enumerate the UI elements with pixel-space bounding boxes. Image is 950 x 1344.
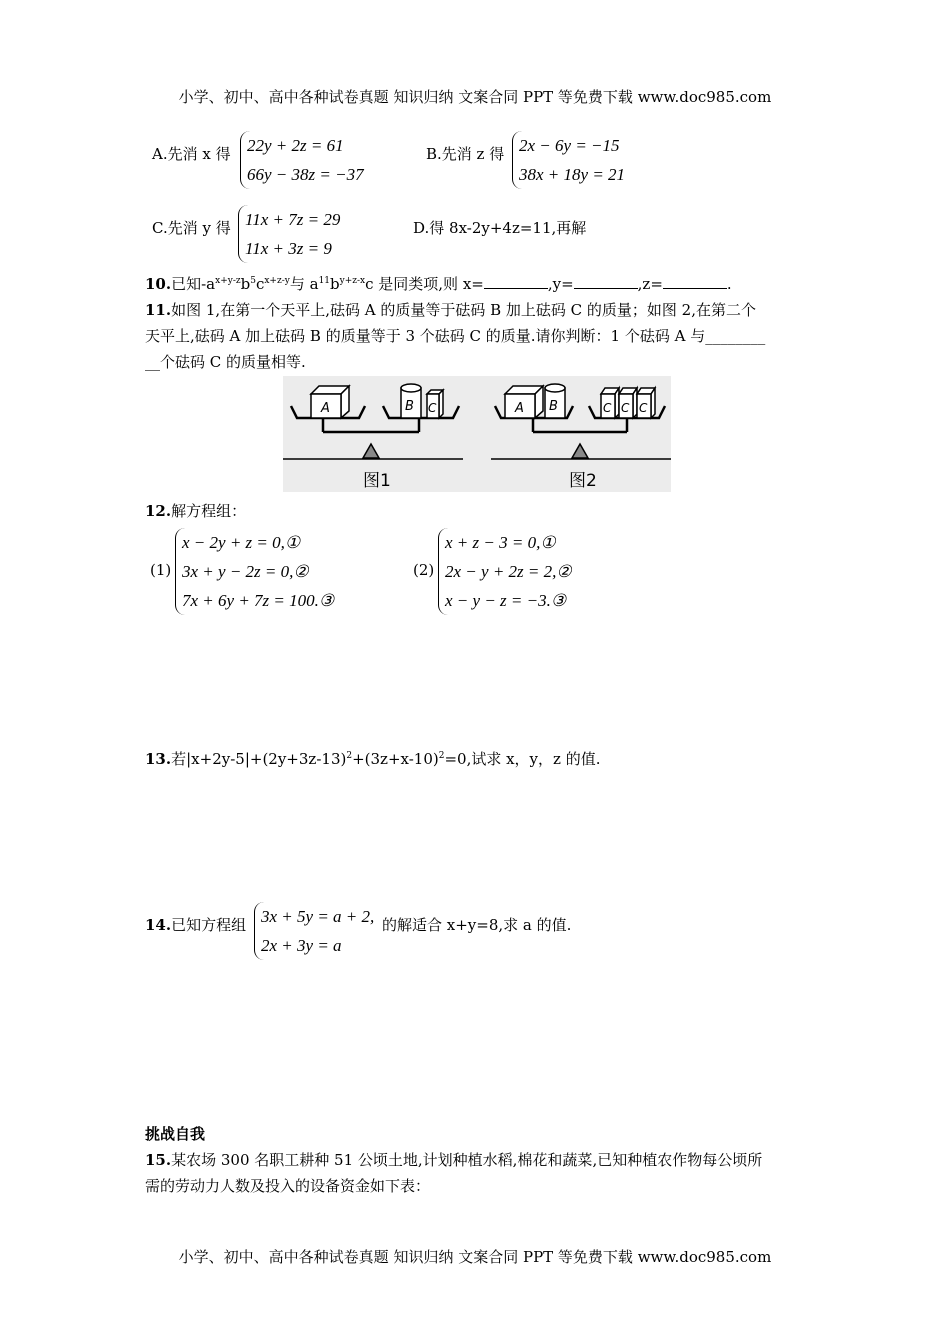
question-12-title [145,500,246,522]
q10-sup-2: 5 [250,276,256,286]
weight-b-cylinder-2 [545,384,565,418]
figure-1-caption: 图1 [363,471,391,491]
q12-p1-eq2: 3x + y − 2z = 0,② [182,562,309,581]
weight-c-prism-2a [601,388,619,418]
q11-line-1: 如图 1,在第一个天平上,砝码 A 的质量等于砝码 B 加上砝码 C 的质量；如图 2,在第二个 [171,301,756,319]
q10-text-4: 与 a [289,275,319,293]
question-15-number: 15. [145,1151,172,1169]
page-header: 小学、初中、高中各种试卷真题 知识归纳 文案合同 PPT 等免费下载 www.doc985.com [178,88,772,106]
answer-blank-z[interactable] [663,273,727,289]
q10-sup-1: x+y-z [215,276,241,286]
q10-text-3: c [255,275,265,293]
q14-pre-text: 已知方程组 [171,916,247,934]
weight-c-label: C [428,401,437,415]
q14-eq2: 2x + 3y = a [261,936,342,955]
q14-post-text: 的解适合 x+y=8,求 a 的值. [382,916,572,934]
weight-b-label-2: B [549,399,558,414]
option-d-text: D.得 8x-2y+4z=11,再解 [413,219,587,237]
challenge-heading: 挑战自我 [145,1125,206,1143]
question-13 [145,748,600,770]
option-a-eq1: 22y + 2z = 61 [247,136,344,155]
weight-b-cylinder [401,384,421,418]
question-10 [145,273,732,295]
weight-c-prism-2b [619,388,637,418]
option-b-system [512,131,625,189]
weight-a-cube-2 [505,386,543,418]
q10-sup-3: x+z-y [264,276,290,286]
balance-figure [283,376,671,492]
q11-line-2: 天平上,砝码 A 加上砝码 B 的质量等于 3 个砝码 C 的质量.请你判断：1 个砝码 A 与________ [145,327,766,345]
figure-2-caption: 图2 [569,471,597,491]
q10-text-5: b [330,275,340,293]
q12-part-1-system [175,528,334,615]
q12-p2-eq2: 2x − y + 2z = 2,② [445,562,572,581]
page-footer: 小学、初中、高中各种试卷真题 知识归纳 文案合同 PPT 等免费下载 www.doc985.com [178,1248,772,1266]
weight-c-label-2b: C [621,401,630,415]
q12-p1-eq3: 7x + 6y + 7z = 100.③ [182,591,335,610]
q11-line-3: __个砝码 C 的质量相等. [145,353,306,371]
question-14-number: 14. [145,916,172,934]
question-11-number: 11. [145,301,172,319]
q12-part-2-system [438,528,572,615]
answer-blank-x[interactable] [484,273,548,289]
question-11 [145,297,815,375]
q10-text-9: . [726,275,732,293]
option-a-system [240,131,364,189]
q12-p2-eq3: x − y − z = −3.③ [445,591,567,610]
answer-blank-y[interactable] [574,273,638,289]
weight-c-label-2c: C [639,401,648,415]
weight-c-label-2a: C [603,401,612,415]
q14-eq1: 3x + 5y = a + 2, [261,907,375,926]
question-15 [145,1147,815,1199]
q10-text-8: ,z= [637,275,663,293]
q12-part-1-label: (1) [150,561,172,579]
option-b-eq1: 2x − 6y = −15 [519,136,620,155]
q13-text-1: 若|x+2y-5|+(2y+3z-13) [171,750,347,768]
q10-text-1: 已知-a [171,275,216,293]
option-c-eq1: 11x + 7z = 29 [245,210,341,229]
q12-p2-eq1: x + z − 3 = 0,① [445,533,556,552]
q12-p1-eq1: x − 2y + z = 0,① [182,533,301,552]
option-b-eq2: 38x + 18y = 21 [519,165,626,184]
q10-sup-5: y+z-x [339,276,366,286]
weight-a-label: A [321,401,330,416]
option-a-eq2: 66y − 38z = −37 [247,165,364,184]
q13-sup-2: 2 [438,751,445,761]
weight-b-label: B [405,399,414,414]
q10-text-7: ,y= [547,275,574,293]
q13-text-2: +(3z+x-10) [352,750,439,768]
q10-sup-4: 11 [318,276,331,286]
q10-text-6: c 是同类项,则 x= [365,275,484,293]
question-10-number: 10. [145,275,172,293]
option-c-system [238,205,340,263]
option-a-label: A.先消 x 得 [152,145,231,163]
q13-text-3: =0,试求 x，y，z 的值. [444,750,601,768]
option-c-label: C.先消 y 得 [152,219,231,237]
option-c-eq2: 11x + 3z = 9 [245,239,332,258]
q15-line-1: 某农场 300 名职工耕种 51 公顷土地,计划种植水稻,棉花和蔬菜,已知种植农作物每公顷所 [171,1151,763,1169]
question-13-number: 13. [145,750,172,768]
q15-line-2: 需的劳动力人数及投入的设备资金如下表： [145,1177,431,1195]
question-14-prefix [145,914,246,936]
question-12-number: 12. [145,502,172,520]
q13-sup-1: 2 [346,751,353,761]
option-b-label: B.先消 z 得 [426,145,505,163]
weight-c-prism [427,390,443,418]
q14-system [254,902,374,960]
q12-title-text: 解方程组： [171,502,247,520]
weight-a-label-2: A [515,401,524,416]
q10-text-2: b [240,275,251,293]
weight-c-prism-2c [637,388,655,418]
q12-part-2-label: (2) [413,561,435,579]
weight-a-cube [311,386,349,418]
